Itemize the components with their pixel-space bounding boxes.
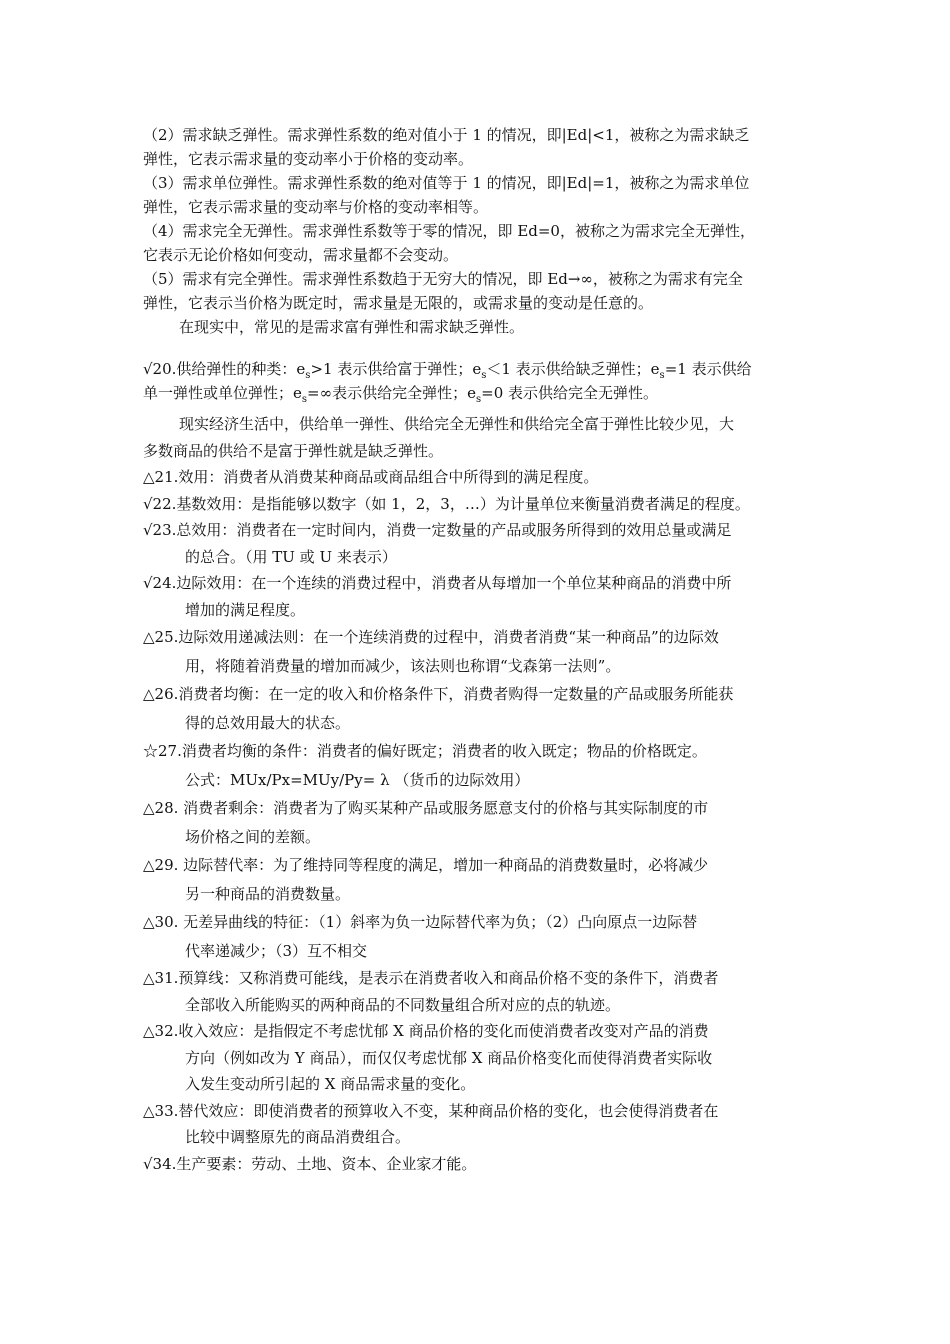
- text-line: 弹性，它表示当价格为既定时，需求量是无限的，或需求量的变动是任意的。: [143, 294, 654, 312]
- definition-items-c: [143, 965, 823, 1177]
- subscript: s: [301, 394, 308, 405]
- item-23: √23.总效用：消费者在一定时间内，消费一定数量的产品或服务所得到的效用总量或满足: [143, 521, 732, 539]
- item-20-line-1: [143, 357, 823, 381]
- item-32-cont: 入发生变动所引起的 X 商品需求量的变化。: [185, 1075, 476, 1093]
- subscript: s: [481, 370, 487, 381]
- item-25: △25.边际效用递减法则：在一个连续消费的过程中，消费者消费“某一种商品”的边际效: [143, 628, 719, 646]
- item-25-cont: 用，将随着消费量的增加而减少，该法则也称谓“戈森第一法则”。: [185, 656, 621, 675]
- subscript: s: [659, 370, 665, 381]
- text-line: （4）需求完全无弹性。需求弹性系数等于零的情况，即 Ed=0，被称之为需求完全无弹性，: [143, 222, 755, 240]
- text-line: （3）需求单位弹性。需求弹性系数的绝对值等于 1 的情况，即|Ed|=1，被称之为需求单位: [143, 174, 750, 192]
- item-24-cont: 增加的满足程度。: [185, 600, 306, 619]
- item-29: △29. 边际替代率：为了维持同等程度的满足，增加一种商品的消费数量时，必将减少: [143, 856, 709, 874]
- item-30: △30. 无差异曲线的特征：（1）斜率为负一边际替代率为负；（2）凸向原点一边际替: [143, 913, 698, 931]
- item-31-cont: 全部收入所能购买的两种商品的不同数量组合所对应的点的轨迹。: [185, 995, 621, 1014]
- item-26: △26.消费者均衡：在一定的收入和价格条件下，消费者购得一定数量的产品或服务所能获: [143, 685, 734, 703]
- item-26-cont: 得的总效用最大的状态。: [185, 713, 351, 732]
- item-28-cont: 场价格之间的差额。: [185, 827, 321, 846]
- item-27-formula: 公式：MUx/Px=MUy/Py= λ （货币的边际效用）: [185, 770, 530, 789]
- text-fragment: =0 表示供给完全无弹性。: [481, 384, 659, 402]
- item-32-cont: 方向（例如改为 Y 商品），而仅仅考虑忧郁 X 商品价格变化而使得消费者实际收: [185, 1048, 713, 1067]
- subscript: s: [475, 394, 482, 405]
- document-body: [143, 123, 823, 1177]
- item-23-cont: 的总合。（用 TU 或 U 来表示）: [185, 547, 397, 566]
- text-line: 弹性，它表示需求量的变动率与价格的变动率相等。: [143, 198, 489, 216]
- text-line: （2）需求缺乏弹性。需求弹性系数的绝对值小于 1 的情况，即|Ed|<1，被称之为需求缺乏: [143, 126, 750, 144]
- text-line: 弹性，它表示需求量的变动率小于价格的变动率。: [143, 150, 474, 168]
- item-27: ☆27.消费者均衡的条件：消费者的偏好既定；消费者的收入既定；物品的价格既定。: [143, 742, 707, 760]
- item-30-cont: 代率递减少；（3）互不相交: [185, 941, 368, 960]
- text-fragment: >1 表示供给富于弹性；e: [310, 360, 482, 378]
- subscript: s: [305, 370, 311, 381]
- item-34: √34.生产要素：劳动、土地、资本、企业家才能。: [143, 1154, 477, 1173]
- text-fragment: 单一弹性或单位弹性；e: [143, 384, 302, 402]
- item-22: √22.基数效用：是指能够以数字（如 1，2，3，…）为计量单位来衡量消费者满足的程度。: [143, 494, 750, 513]
- item-20: [143, 357, 823, 464]
- summary-line: 在现实中，常见的是需求富有弹性和需求缺乏弹性。: [179, 318, 525, 336]
- text-line: 它表示无论价格如何变动，需求量都不会变动。: [143, 246, 459, 264]
- definition-items-a: [143, 464, 823, 623]
- item-21: △21.效用：消费者从消费某种商品或商品组合中所得到的满足程度。: [143, 468, 599, 486]
- definition-items-b: [143, 623, 823, 965]
- item-32: △32.收入效应：是指假定不考虑忧郁 X 商品价格的变化而使消费者改变对产品的消费: [143, 1022, 709, 1040]
- item-20-line-2: [143, 381, 823, 405]
- item-28: △28. 消费者剩余：消费者为了购买某种产品或服务愿意支付的价格与其实际制度的市: [143, 799, 709, 817]
- text-fragment: √20.供给弹性的种类：e: [143, 360, 306, 378]
- text-line: 现实经济生活中，供给单一弹性、供给完全无弹性和供给完全富于弹性比较少见，大: [179, 415, 735, 433]
- text-line: 多数商品的供给不是富于弹性就是缺乏弹性。: [143, 441, 444, 460]
- text-fragment: =1 表示供给: [664, 360, 752, 378]
- item-33-cont: 比较中调整原先的商品消费组合。: [185, 1128, 411, 1146]
- text-line: （5）需求有完全弹性。需求弹性系数趋于无穷大的情况，即 Ed→∞，被称之为需求有完全: [143, 270, 743, 288]
- spacer: [143, 339, 823, 357]
- demand-elasticity-section: [143, 123, 823, 339]
- item-31: △31.预算线：又称消费可能线，是表示在消费者收入和商品价格不变的条件下，消费者: [143, 969, 719, 987]
- item-24: √24.边际效用：在一个连续的消费过程中，消费者从每增加一个单位某种商品的消费中所: [143, 574, 732, 592]
- text-fragment: ＜1 表示供给缺乏弹性；e: [486, 360, 660, 378]
- item-29-cont: 另一种商品的消费数量。: [185, 884, 351, 903]
- text-fragment: =∞表示供给完全弹性；e: [307, 384, 476, 402]
- item-33: △33.替代效应：即使消费者的预算收入不变，某种商品价格的变化，也会使得消费者在: [143, 1101, 719, 1120]
